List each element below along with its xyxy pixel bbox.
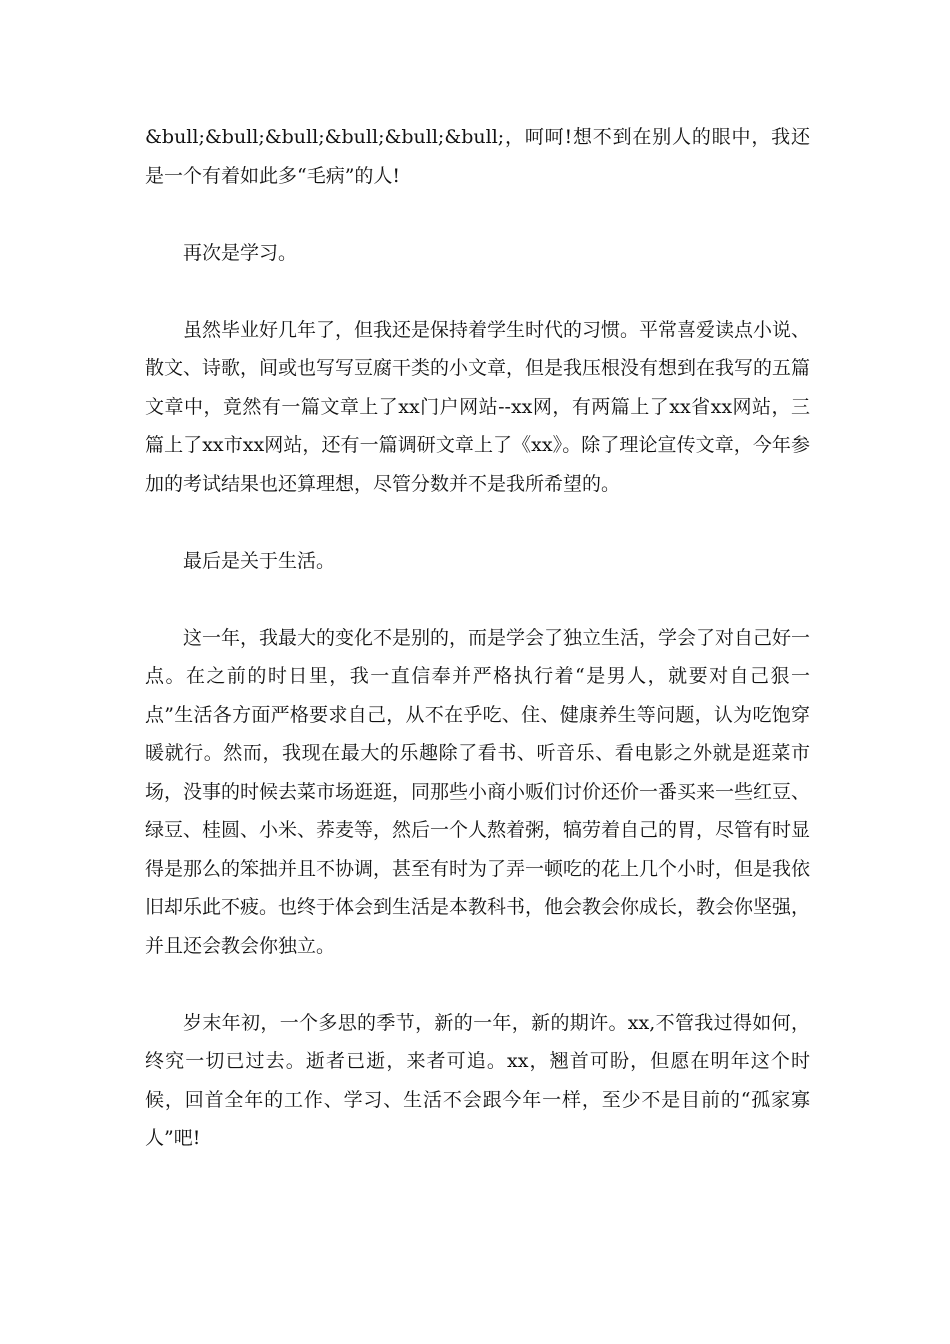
document-body bbox=[145, 118, 810, 1158]
paragraph-study: 虽然毕业好几年了，但我还是保持着学生时代的习惯。平常喜爱读点小说、散文、诗歌，间或也写写豆腐干类的小文章，但是我压根没有想到在我写的五篇文章中，竟然有一篇文章上了xx门户网站--xx网，有两篇上了xx省xx网站，三篇上了xx市xx网站，还有一篇调研文章上了《xx》。除了理论宣传文章，今年参加的考试结果也还算理想，尽管分数并不是我所希望的。 bbox=[145, 318, 811, 495]
paragraph-life: 这一年，我最大的变化不是别的，而是学会了独立生活，学会了对自己好一点。在之前的时日里，我一直信奉并严格执行着“是男人，就要对自己狠一点”生活各方面严格要求自己，从不在乎吃、住、健康养生等问题，认为吃饱穿暖就行。然而，我现在最大的乐趣除了看书、听音乐、看电影之外就是逛菜市场，没事的时候去菜市场逛逛，同那些小商小贩们讨价还价一番买来一些红豆、绿豆、桂圆、小米、荞麦等，然后一个人熬着粥，犒劳着自己的胃，尽管有时显得是那么的笨拙并且不协调，甚至有时为了弄一顿吃的花上几个小时，但是我依旧却乐此不疲。也终于体会到生活是本教科书，他会教会你成长，教会你坚强，并且还会教会你独立。 bbox=[145, 626, 811, 957]
paragraph-study-heading: 再次是学习。 bbox=[183, 241, 298, 264]
paragraph-continuation: &bull;&bull;&bull;&bull;&bull;&bull;，呵呵!想不到在别人的眼中，我还是一个有着如此多“毛病”的人! bbox=[145, 126, 810, 187]
paragraph-life-heading: 最后是关于生活。 bbox=[183, 549, 336, 572]
paragraph-closing: 岁末年初，一个多思的季节，新的一年，新的期许。xx,不管我过得如何，终究一切已过去。逝者已逝，来者可追。xx，翘首可盼，但愿在明年这个时候，回首全年的工作、学习、生活不会跟今年一样，至少不是目前的“孤家寡人”吧! bbox=[145, 1011, 810, 1149]
